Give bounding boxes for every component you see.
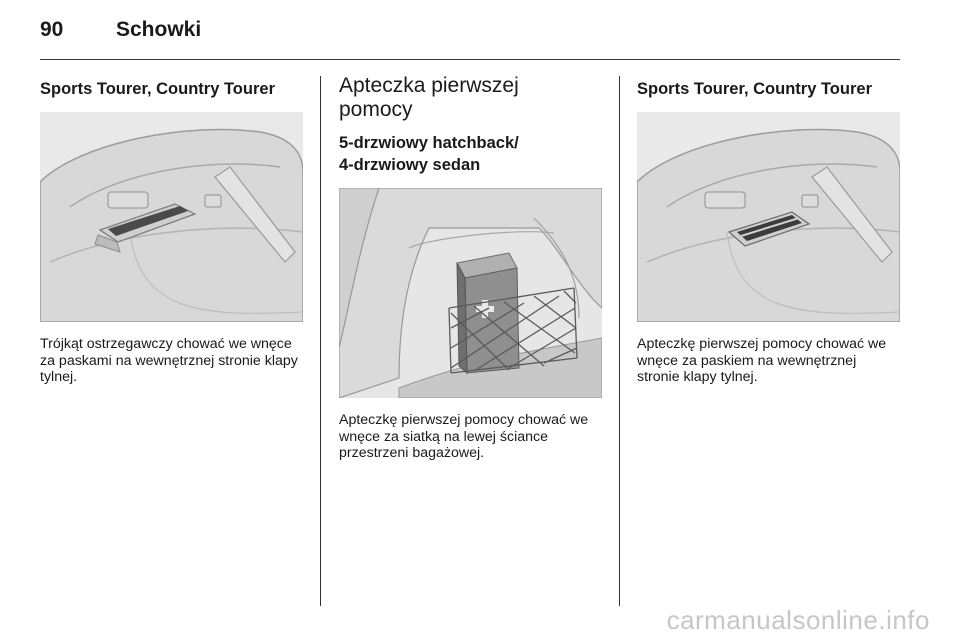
column-divider-2 (619, 76, 620, 606)
column-heading: Sports Tourer, Country Tourer (40, 80, 275, 98)
column-text: Apteczkę pierwszej pomocy chować we wnęce za siatką na lewej ściance przestrzeni bagażowej. (339, 412, 589, 462)
section-heading (339, 74, 604, 122)
tailgate-first-aid-illustration (637, 112, 900, 322)
column-text: Apteczkę pierwszej pomocy chować we wnęce za paskiem na wewnętrznej stronie klapy tylnej. (637, 336, 887, 386)
column-text: Trójkąt ostrzegawczy chować we wnęce za paskami na wewnętrznej stronie klapy tylnej. (40, 336, 298, 386)
first-aid-kit-net-illustration (339, 188, 602, 398)
section-heading-line-1: Apteczka pierwszej (339, 74, 519, 97)
sub-heading (339, 132, 604, 176)
sub-heading-line-2: 4-drzwiowy sedan (339, 156, 481, 174)
column-first-aid-hatchback (339, 74, 604, 462)
watermark: carmanualsonline.info (666, 605, 930, 635)
sub-heading-line-1: 5-drzwiowy hatchback/ (339, 134, 519, 152)
header-rule (40, 59, 900, 60)
tailgate-triangle-illustration (40, 112, 303, 322)
column-tailgate-triangle (40, 74, 305, 386)
column-divider-1 (320, 76, 321, 606)
column-tailgate-first-aid (637, 74, 902, 386)
section-title: Schowki (116, 18, 202, 41)
page-number: 90 (40, 18, 64, 41)
page-header (40, 18, 900, 58)
section-heading-line-2: pomocy (339, 98, 413, 121)
column-heading: Sports Tourer, Country Tourer (637, 80, 872, 98)
